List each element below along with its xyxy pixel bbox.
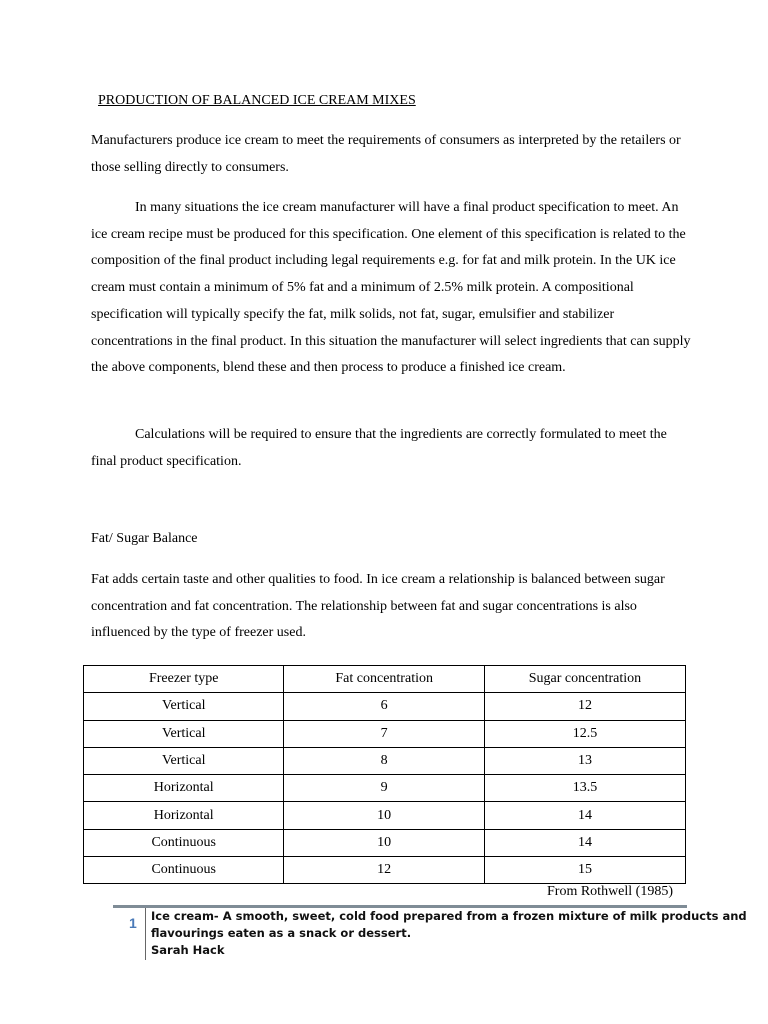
table-cell: 14 xyxy=(484,802,685,829)
table-row xyxy=(84,775,686,802)
table-cell: Continuous xyxy=(84,857,284,884)
table-row xyxy=(84,720,686,747)
table-header-row xyxy=(84,666,686,693)
table-cell: Continuous xyxy=(84,829,284,856)
footer-line: flavourings eaten as a snack or dessert. xyxy=(151,926,412,940)
table-cell: 7 xyxy=(284,720,484,747)
section-heading: Fat/ Sugar Balance xyxy=(91,531,198,546)
table-cell: Vertical xyxy=(84,693,284,720)
footer-text xyxy=(151,908,747,959)
footer-line: Ice cream- A smooth, sweet, cold food prepared from a frozen mixture of milk products and xyxy=(151,909,747,923)
fat-sugar-paragraph: Fat adds certain taste and other qualities to food. In ice cream a relationship is balanced between sugar concentration and fat concentration. The relationship between fat and sugar concentrations is also influenced by the type of freezer used. xyxy=(91,572,665,641)
table-cell: Vertical xyxy=(84,720,284,747)
specification-paragraph: In many situations the ice cream manufacturer will have a final product specification to meet. An ice cream recipe must be produced for this specification. One element of this specification is related to the composition of the final product including legal requirements e.g. for fat and milk protein. In the UK ice cream must contain a minimum of 5% fat and a minimum of 2.5% milk protein. A compositional specification will typically specify the fat, milk solids, not fat, sugar, emulsifier and stabilizer concentrations in the final product. In this situation the manufacturer will select ingredients that can supply the above components, blend these and then process to produce a finished ice cream. xyxy=(91,200,691,376)
table-row xyxy=(84,829,686,856)
table-cell: 10 xyxy=(284,802,484,829)
table-cell: Vertical xyxy=(84,747,284,774)
table-cell: 15 xyxy=(484,857,685,884)
document-title: PRODUCTION OF BALANCED ICE CREAM MIXES xyxy=(98,93,416,108)
intro-paragraph: Manufacturers produce ice cream to meet the requirements of consumers as interpreted by the retailers or those selling directly to consumers. xyxy=(91,133,681,175)
table-cell: Horizontal xyxy=(84,775,284,802)
freezer-table xyxy=(83,665,686,884)
table-cell: 12.5 xyxy=(484,720,685,747)
table-row xyxy=(84,747,686,774)
table-cell: Horizontal xyxy=(84,802,284,829)
table-cell: 10 xyxy=(284,829,484,856)
column-header: Sugar concentration xyxy=(484,666,685,693)
footer-author: Sarah Hack xyxy=(151,943,225,957)
table-row xyxy=(84,802,686,829)
page-number: 1 xyxy=(129,915,137,931)
table-cell: 13 xyxy=(484,747,685,774)
table-source-citation: From Rothwell (1985) xyxy=(547,884,673,899)
table-cell: 9 xyxy=(284,775,484,802)
column-header: Fat concentration xyxy=(284,666,484,693)
footer-vertical-divider xyxy=(145,908,146,960)
table-cell: 12 xyxy=(284,857,484,884)
table-cell: 12 xyxy=(484,693,685,720)
table-cell: 13.5 xyxy=(484,775,685,802)
table-row xyxy=(84,693,686,720)
table-cell: 6 xyxy=(284,693,484,720)
table-row xyxy=(84,857,686,884)
column-header: Freezer type xyxy=(84,666,284,693)
calculations-paragraph: Calculations will be required to ensure that the ingredients are correctly formulated to meet the final product specification. xyxy=(91,427,667,469)
table-cell: 14 xyxy=(484,829,685,856)
table-cell: 8 xyxy=(284,747,484,774)
